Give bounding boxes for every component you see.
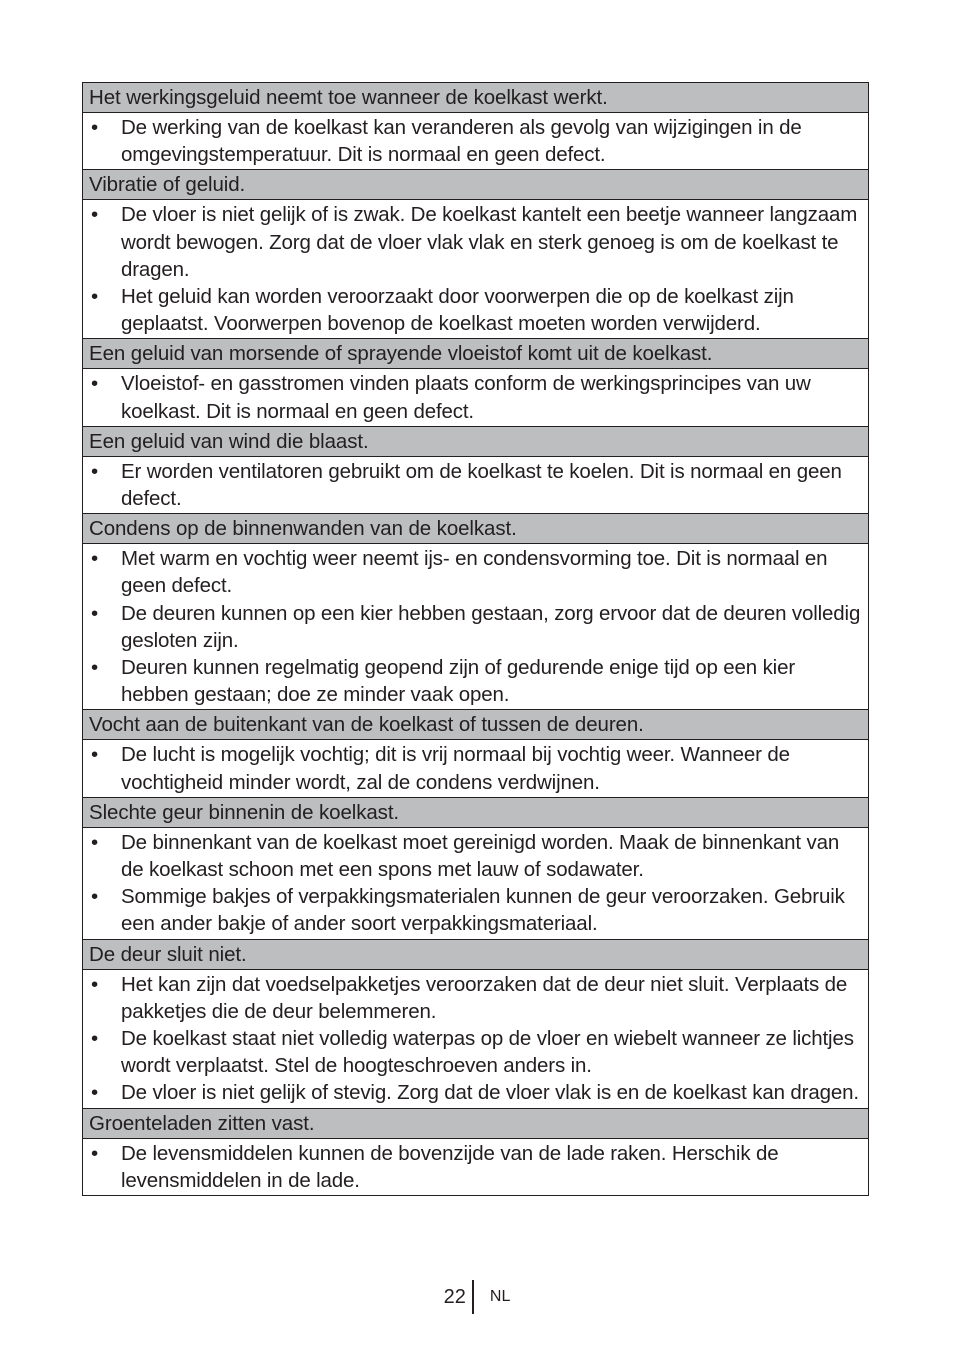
troubleshooting-block — [83, 1109, 868, 1195]
bullet-icon: • — [91, 285, 99, 309]
solution-text: Het kan zijn dat voedselpakketjes veroorzaken dat de deur niet sluit. Verplaats de pakketjes die de deur belemmeren. — [121, 972, 848, 1023]
solution-item — [83, 201, 868, 283]
problem-heading: Het werkingsgeluid neemt toe wanneer de koelkast werkt. — [83, 83, 868, 113]
solution-text: De vloer is niet gelijk of stevig. Zorg dat de vloer vlak is en de koelkast kan dragen. — [121, 1081, 859, 1105]
page-number: 22 — [443, 1286, 466, 1308]
solution-item — [83, 370, 868, 424]
solution-list — [83, 544, 868, 710]
solution-list — [83, 740, 868, 797]
solution-list — [83, 113, 868, 170]
bullet-icon: • — [91, 743, 99, 767]
solution-item — [83, 1079, 868, 1106]
problem-heading: Vibratie of geluid. — [83, 170, 868, 200]
solution-list — [83, 200, 868, 339]
bullet-icon: • — [91, 601, 99, 625]
problem-heading: Condens op de binnenwanden van de koelkast. — [83, 514, 868, 544]
bullet-icon: • — [91, 547, 99, 571]
solution-list — [83, 457, 868, 514]
bullet-icon: • — [91, 885, 99, 909]
problem-heading: Slechte geur binnenin de koelkast. — [83, 798, 868, 828]
solution-list — [83, 1139, 868, 1195]
solution-item — [83, 545, 868, 599]
troubleshooting-block — [83, 170, 868, 339]
troubleshooting-block — [83, 83, 868, 170]
problem-heading: Groenteladen zitten vast. — [83, 1109, 868, 1139]
solution-text: De werking van de koelkast kan veranderen als gevolg van wijzigingen in de omgevingstemperatuur. Dit is normaal en geen defect. — [121, 116, 802, 167]
bullet-icon: • — [91, 1141, 99, 1165]
troubleshooting-block — [83, 940, 868, 1109]
language-code: NL — [489, 1288, 511, 1305]
solution-text: De lucht is mogelijk vochtig; dit is vrij normaal bij vochtig weer. Wanneer de vochtigheid minder wordt, zal de condens verdwijnen. — [121, 743, 790, 794]
solution-item — [83, 458, 868, 512]
bullet-icon: • — [91, 972, 99, 996]
bullet-icon: • — [91, 203, 99, 227]
problem-heading: Een geluid van wind die blaast. — [83, 427, 868, 457]
page-footer — [0, 1280, 954, 1314]
bullet-icon: • — [91, 1081, 99, 1105]
bullet-icon: • — [91, 830, 99, 854]
bullet-icon: • — [91, 1027, 99, 1051]
problem-heading: Vocht aan de buitenkant van de koelkast of tussen de deuren. — [83, 710, 868, 740]
problem-heading: De deur sluit niet. — [83, 940, 868, 970]
troubleshooting-block — [83, 427, 868, 514]
solution-item — [83, 971, 868, 1025]
solution-list — [83, 369, 868, 426]
solution-text: De vloer is niet gelijk of is zwak. De koelkast kantelt een beetje wanneer langzaam wordt bewogen. Zorg dat de vloer vlak vlak en sterk genoeg is om de koelkast te dragen. — [121, 203, 858, 281]
solution-item — [83, 114, 868, 168]
bullet-icon: • — [91, 372, 99, 396]
solution-item — [83, 654, 868, 708]
troubleshooting-table — [82, 82, 869, 1196]
solution-text: De binnenkant van de koelkast moet gereinigd worden. Maak de binnenkant van de koelkast schoon met een spons met lauw of sodawater. — [121, 830, 840, 882]
troubleshooting-block — [83, 710, 868, 797]
solution-text: De koelkast staat niet volledig waterpas op de vloer en wiebelt wanneer ze lichtjes wordt verplaatst. Stel de hoogteschroeven anders in. — [121, 1027, 854, 1078]
solution-text: De deuren kunnen op een kier hebben gestaan, zorg ervoor dat de deuren volledig gesloten zijn. — [121, 601, 861, 652]
solution-text: Met warm en vochtig weer neemt ijs- en condensvorming toe. Dit is normaal en geen defect. — [121, 547, 828, 598]
solution-item — [83, 283, 868, 337]
troubleshooting-block — [83, 514, 868, 710]
solution-item — [83, 883, 868, 937]
bullet-icon: • — [91, 656, 99, 680]
bullet-icon: • — [91, 116, 99, 139]
solution-item — [83, 829, 868, 883]
solution-text: De levensmiddelen kunnen de bovenzijde van de lade raken. Herschik de levensmiddelen in de lade. — [121, 1141, 779, 1192]
solution-text: Vloeistof- en gasstromen vinden plaats conform de werkingsprincipes van uw koelkast. Dit is normaal en geen defect. — [121, 372, 811, 423]
solution-text: Sommige bakjes of verpakkingsmaterialen kunnen de geur veroorzaken. Gebruik een ander bakje of ander soort verpakkingsmateriaal. — [121, 885, 845, 936]
solution-item — [83, 1140, 868, 1194]
solution-text: Het geluid kan worden veroorzaakt door voorwerpen die op de koelkast zijn geplaatst. Voorwerpen bovenop de koelkast moeten worden verwijderd. — [121, 285, 794, 336]
solution-list — [83, 970, 868, 1109]
bullet-icon: • — [91, 459, 99, 483]
solution-text: Er worden ventilatoren gebruikt om de koelkast te koelen. Dit is normaal en geen defect. — [121, 459, 842, 511]
solution-item — [83, 741, 868, 795]
problem-heading: Een geluid van morsende of sprayende vloeistof komt uit de koelkast. — [83, 339, 868, 369]
troubleshooting-block — [83, 798, 868, 940]
solution-item — [83, 600, 868, 654]
solution-list — [83, 828, 868, 940]
troubleshooting-block — [83, 339, 868, 426]
solution-item — [83, 1025, 868, 1079]
solution-text: Deuren kunnen regelmatig geopend zijn of gedurende enige tijd op een kier hebben gestaan; doe ze minder vaak open. — [121, 656, 796, 707]
